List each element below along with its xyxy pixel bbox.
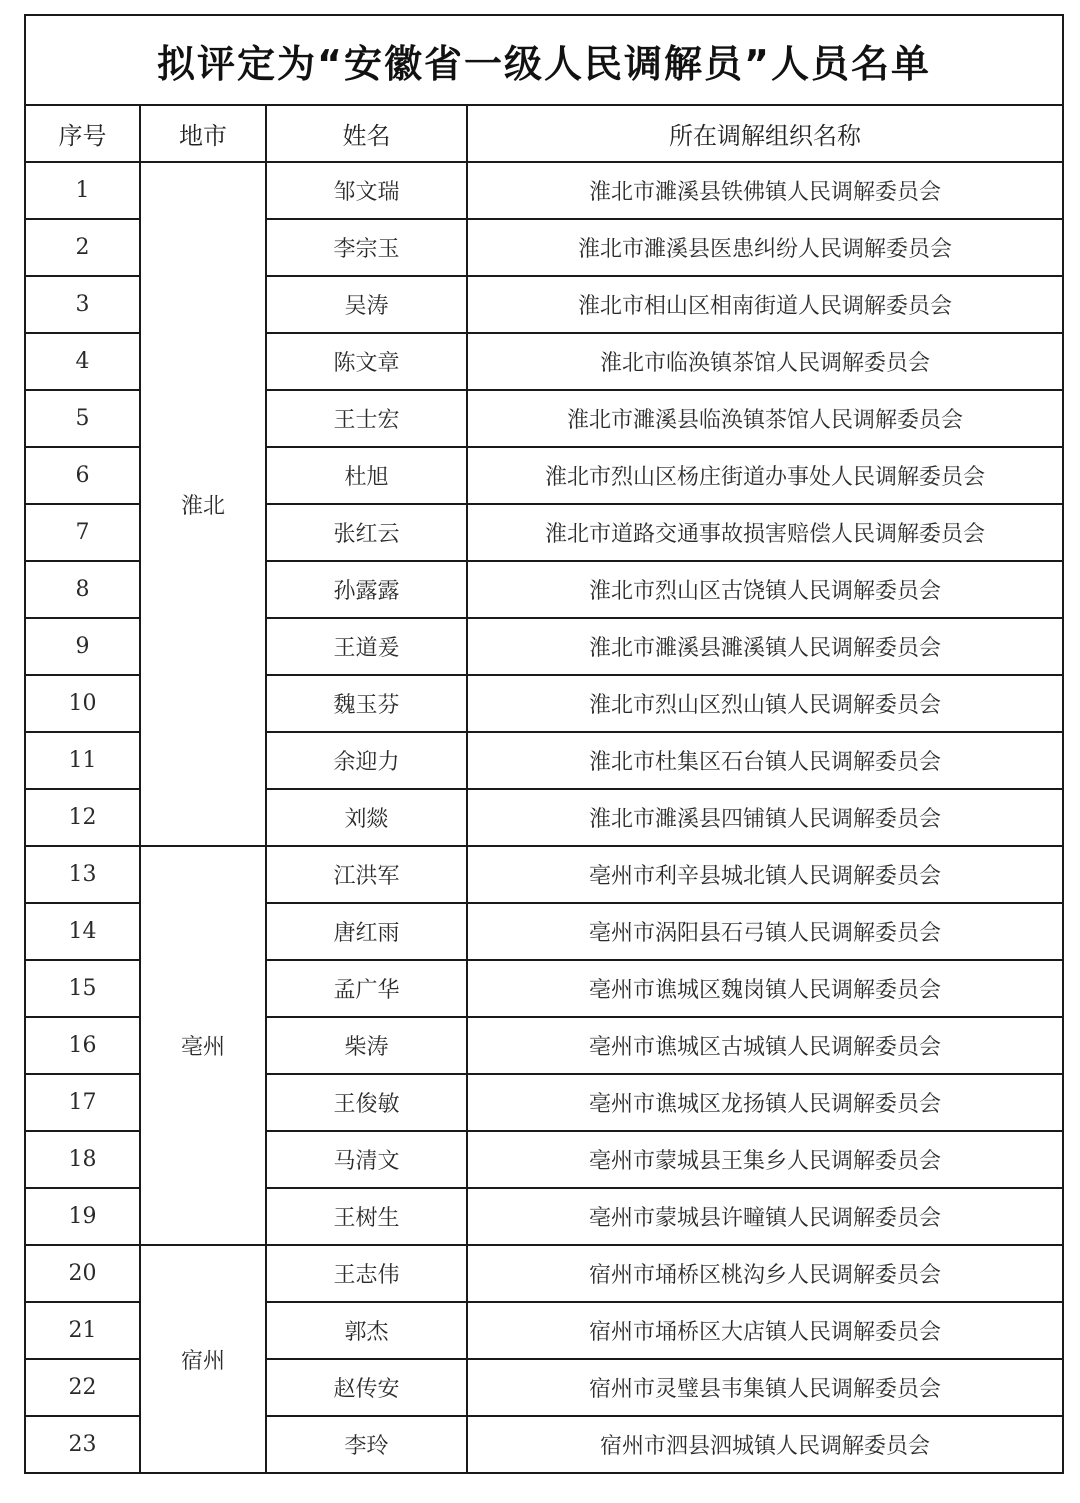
cell-org: 亳州市利辛县城北镇人民调解委员会 [467,846,1063,903]
cell-org: 淮北市相山区相南街道人民调解委员会 [467,276,1063,333]
cell-name: 吴涛 [266,276,467,333]
cell-no: 19 [25,1188,140,1245]
cell-no: 6 [25,447,140,504]
cell-no: 22 [25,1359,140,1416]
cell-no: 9 [25,618,140,675]
cell-name: 赵传安 [266,1359,467,1416]
cell-city: 淮北 [140,162,266,846]
page-title: 拟评定为“安徽省一级人民调解员”人员名单 [157,41,931,86]
cell-no: 20 [25,1245,140,1302]
cell-org: 亳州市蒙城县许疃镇人民调解委员会 [467,1188,1063,1245]
cell-name: 孟广华 [266,960,467,1017]
cell-org: 淮北市临涣镇茶馆人民调解委员会 [467,333,1063,390]
table-row [25,162,1063,219]
cell-org: 淮北市濉溪县临涣镇茶馆人民调解委员会 [467,390,1063,447]
cell-city: 宿州 [140,1245,266,1473]
table-row [25,846,1063,903]
cell-no: 4 [25,333,140,390]
cell-no: 14 [25,903,140,960]
cell-org: 淮北市道路交通事故损害赔偿人民调解委员会 [467,504,1063,561]
cell-name: 王士宏 [266,390,467,447]
cell-name: 江洪军 [266,846,467,903]
header-org: 所在调解组织名称 [467,105,1063,162]
cell-name: 王道爰 [266,618,467,675]
cell-name: 邹文瑞 [266,162,467,219]
cell-city: 亳州 [140,846,266,1245]
cell-name: 唐红雨 [266,903,467,960]
cell-no: 1 [25,162,140,219]
cell-name: 余迎力 [266,732,467,789]
cell-name: 王树生 [266,1188,467,1245]
cell-org: 淮北市濉溪县四铺镇人民调解委员会 [467,789,1063,846]
cell-org: 亳州市谯城区魏岗镇人民调解委员会 [467,960,1063,1017]
header-row [25,105,1063,162]
cell-no: 8 [25,561,140,618]
cell-org: 淮北市濉溪县医患纠纷人民调解委员会 [467,219,1063,276]
cell-no: 21 [25,1302,140,1359]
cell-org: 淮北市烈山区烈山镇人民调解委员会 [467,675,1063,732]
table-row [25,1245,1063,1302]
cell-org: 淮北市杜集区石台镇人民调解委员会 [467,732,1063,789]
cell-no: 23 [25,1416,140,1473]
cell-no: 18 [25,1131,140,1188]
cell-name: 魏玉芬 [266,675,467,732]
cell-name: 张红云 [266,504,467,561]
roster-body [25,162,1063,1473]
cell-name: 王志伟 [266,1245,467,1302]
document-sheet [24,14,1062,1480]
cell-no: 16 [25,1017,140,1074]
cell-name: 郭杰 [266,1302,467,1359]
header-no: 序号 [25,105,140,162]
cell-org: 淮北市烈山区古饶镇人民调解委员会 [467,561,1063,618]
cell-no: 13 [25,846,140,903]
cell-name: 柴涛 [266,1017,467,1074]
cell-no: 11 [25,732,140,789]
cell-no: 17 [25,1074,140,1131]
cell-org: 宿州市灵璧县韦集镇人民调解委员会 [467,1359,1063,1416]
cell-name: 李玲 [266,1416,467,1473]
cell-name: 王俊敏 [266,1074,467,1131]
cell-org: 亳州市涡阳县石弓镇人民调解委员会 [467,903,1063,960]
cell-name: 杜旭 [266,447,467,504]
title-box [24,14,1064,106]
cell-name: 陈文章 [266,333,467,390]
header-name: 姓名 [266,105,467,162]
cell-no: 2 [25,219,140,276]
cell-org: 淮北市烈山区杨庄街道办事处人民调解委员会 [467,447,1063,504]
cell-no: 5 [25,390,140,447]
cell-no: 3 [25,276,140,333]
cell-org: 亳州市谯城区龙扬镇人民调解委员会 [467,1074,1063,1131]
cell-name: 孙露露 [266,561,467,618]
cell-no: 10 [25,675,140,732]
cell-org: 宿州市埇桥区大店镇人民调解委员会 [467,1302,1063,1359]
cell-org: 宿州市埇桥区桃沟乡人民调解委员会 [467,1245,1063,1302]
cell-org: 淮北市濉溪县铁佛镇人民调解委员会 [467,162,1063,219]
cell-no: 7 [25,504,140,561]
cell-org: 淮北市濉溪县濉溪镇人民调解委员会 [467,618,1063,675]
cell-name: 李宗玉 [266,219,467,276]
roster-table-wrapper [24,104,1062,1474]
cell-no: 15 [25,960,140,1017]
cell-name: 刘燚 [266,789,467,846]
cell-org: 宿州市泗县泗城镇人民调解委员会 [467,1416,1063,1473]
header-city: 地市 [140,105,266,162]
cell-org: 亳州市蒙城县王集乡人民调解委员会 [467,1131,1063,1188]
roster-table [24,104,1064,1474]
cell-org: 亳州市谯城区古城镇人民调解委员会 [467,1017,1063,1074]
cell-name: 马清文 [266,1131,467,1188]
cell-no: 12 [25,789,140,846]
